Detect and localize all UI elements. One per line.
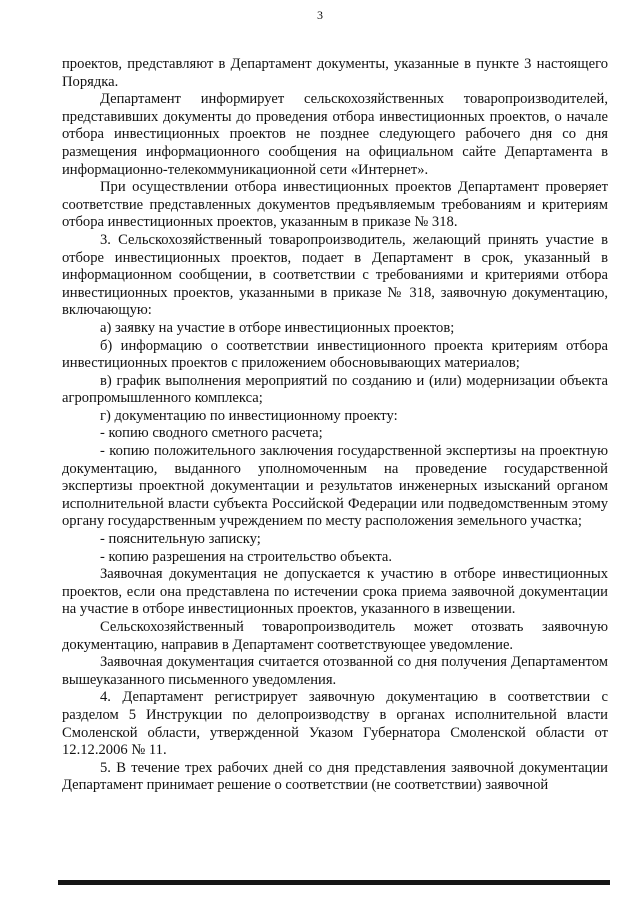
paragraph: 5. В течение трех рабочих дней со дня представления заявочной документации Департамент принимает решение о соответствии (не соответствии) заявочной bbox=[62, 759, 608, 794]
list-item: в) график выполнения мероприятий по созданию и (или) модернизации объекта агропромышленного комплекса; bbox=[62, 372, 608, 407]
paragraph: Заявочная документация не допускается к участию в отборе инвестиционных проектов, если она представлена по истечении срока приема заявочной документации на участие в отборе инвестиционных проектов, указанного в извещении. bbox=[62, 566, 608, 618]
list-item: - пояснительную записку; bbox=[100, 531, 261, 548]
paragraph: 3. Сельскохозяйственный товаропроизводитель, желающий принять участие в отборе инвестиционных проектов, подает в Департамент в срок, указанный в информационном сообщении, в соответствии с требованиями и критериями отбора инвестиционных проектов, указанными в приказе № 318, заявочную документацию, включающую: bbox=[62, 231, 608, 319]
list-item: - копию положительного заключения государственной экспертизы на проектную документацию, выданного уполномоченным на проведение государственной экспертизы проектной документации и результатов инженерных изысканий органом исполнительной власти субъекта Российской Федерации или подведомственным этому органу государственным учреждением по месту расположения земельного участка; bbox=[62, 443, 608, 530]
list-item: - копию сводного сметного расчета; bbox=[100, 425, 323, 442]
list-item: б) информацию о соответствии инвестиционного проекта критериям отбора инвестиционных проектов с приложением обосновывающих материалов; bbox=[62, 337, 608, 372]
paragraph: Сельскохозяйственный товаропроизводитель может отозвать заявочную документацию, направив в Департамент соответствующее уведомление. bbox=[62, 619, 608, 653]
page-number: 3 bbox=[317, 8, 323, 22]
paragraph: При осуществлении отбора инвестиционных проектов Департамент проверяет соответствие представленных документов предъявляемым требованиям и критериям отбора инвестиционных проектов, указанным в приказе № 318. bbox=[62, 179, 608, 231]
paragraph: проектов, представляют в Департамент документы, указанные в пункте 3 настоящего Порядка. bbox=[62, 56, 608, 90]
scan-bottom-border bbox=[58, 880, 610, 885]
list-item: г) документацию по инвестиционному проекту: bbox=[100, 407, 398, 424]
list-item: а) заявку на участие в отборе инвестиционных проектов; bbox=[100, 319, 455, 336]
document-body bbox=[62, 56, 608, 795]
list-item: - копию разрешения на строительство объекта. bbox=[100, 548, 393, 565]
paragraph: 4. Департамент регистрирует заявочную документацию в соответствии с разделом 5 Инструкции по делопроизводству в органах исполнительной власти Смоленской области, утвержденной Указом Губернатора Смоленской области от 12.12.2006 № 11. bbox=[62, 689, 608, 759]
paragraph: Заявочная документация считается отозванной со дня получения Департаментом вышеуказанного письменного уведомления. bbox=[62, 654, 608, 688]
paragraph: Департамент информирует сельскохозяйственных товаропроизводителей, представивших документы до проведения отбора инвестиционных проектов, о начале отбора инвестиционных проектов не позднее следующего рабочего дня со дня размещения информационного сообщения на официальном сайте Департамента в информационно-телекоммуникационной сети «Интернет». bbox=[62, 91, 608, 178]
